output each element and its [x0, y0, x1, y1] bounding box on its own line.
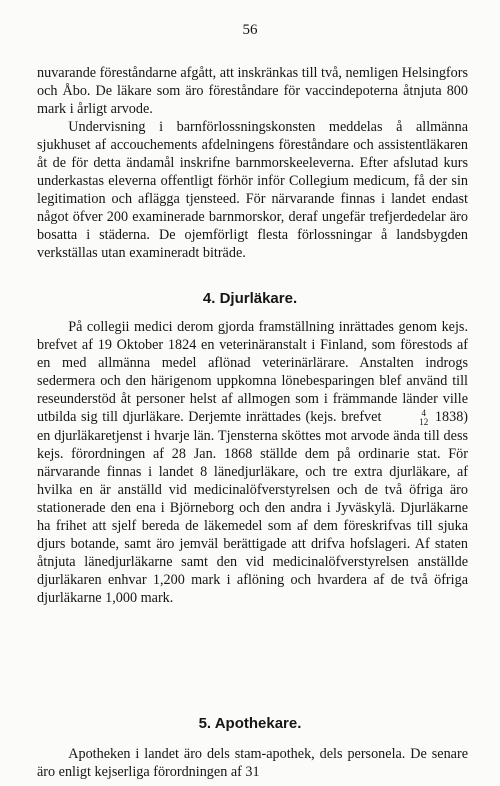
paragraph-vaccination: nuvarande föreståndarne afgått, att inskränkas till två, nemligen Helsingfors och Åbo. De läkare som äro föreståndare för vaccindepoterna åtnjuta 800 mark i årligt arvode.: [37, 65, 469, 117]
djurlakare-text-part1: På collegii medici derom gjorda framställning inrättades genom kejs. brefvet af 19 Oktober 1824 en veterinäranstalt i Finland, som förestods af en med allmänna medel aflönad veterinärlärare. Anstalten indrogs sedermera och den härigenom uppkomna lönebesparingen blef använd till reseunderstöd åt personer helst af allmogen som i främmande länder ville utbilda sig till djurläkare. Derjemte inrättades (kejs. brefvet: [37, 319, 468, 425]
paragraph-midwifery: Undervisning i barnförlossningskonsten meddelas å allmänna sjukhuset af accouchements afdelningens föreståndare och assistentläkaren åt de för detta ändamål inskrifne barnmorskeeleverna. Efter afslutad kurs underkastas eleverna offentligt förhör inför Collegium medicum, få der sin legitimation och aflägga tjensteed. För närvarande finnas i landet endast något öfver 200 examinerade barnmorskor, deraf ungefär trefjerdedelar äro bosatta i städerna. De ojemförligt flesta förlossningar å landsbygden verkställas utan examineradt biträde.: [37, 119, 468, 261]
date-fraction: [388, 409, 428, 427]
fraction-denominator: 12: [419, 416, 429, 427]
djurlakare-text-part2: 1838) en djurläkaretjenst i hvarje län. Tjensterna sköttes mot arvode ända till dess kejs. förordningen af 28 Jan. 1868 ställde dem på ordinarie stat. För närvarande finnas i landet 8 länedjurläkare, och tre extra djurläkare, af hvilka en är anställd vid medicinalöfverstyrelsen och de två öfriga äro stationerade den ena i Björneborg och den andra i Jyväskylä. Djurläkarne ha frihet att sjelf bereda de läkemedel som af dem föreskrifvas till sjuka djurs botande, samt äro jemväl berättigade att drifva hofslageri. Af staten åtnjuta länedjurläkarne samt den vid medicinalöfverstyrelsen anställde djurläkaren enhvar 1,200 mark i aflöning och hvardera af de två öfriga djurläkarne 1,000 mark.: [37, 409, 469, 606]
paragraph-djurlakare: [37, 318, 468, 607]
fraction-numerator: 4: [421, 407, 427, 418]
paragraph-apothekare: Apotheken i landet äro dels stam-apothek, dels personela. De senare äro enligt kejserliga förordningen af 31: [37, 746, 468, 780]
section-heading-apothekare: 5. Apothekare.: [198, 715, 302, 732]
page-number: 56: [242, 22, 258, 38]
section-heading-djurlakare: 4. Djurläkare.: [202, 290, 298, 307]
